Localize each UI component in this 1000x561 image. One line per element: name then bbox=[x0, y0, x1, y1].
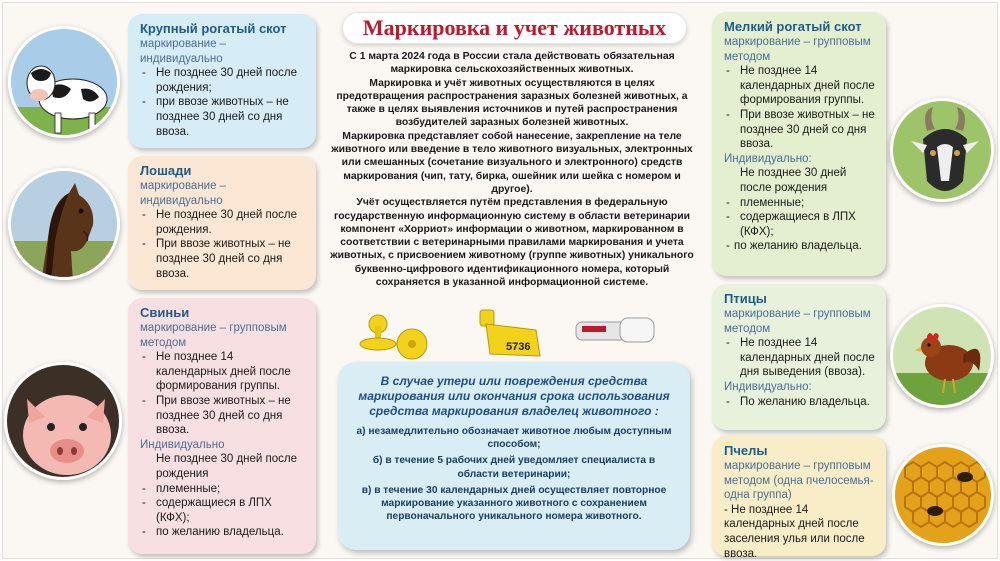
cattle-method: маркирование – индивидуально bbox=[140, 38, 227, 65]
goat-photo bbox=[890, 98, 994, 202]
cattle-item: - Не позднее 30 дней после рождения; bbox=[140, 66, 306, 95]
birds-individual-item: - По желанию владельца. bbox=[724, 395, 876, 410]
ear-tag-number: 5736 bbox=[506, 341, 531, 353]
card-cattle bbox=[128, 14, 316, 148]
cattle-title: Крупный рогатый скот bbox=[140, 21, 287, 36]
intro-paragraph: С 1 марта 2024 года в России стала действовать обязательная маркировка сельскохозяйственных животных. bbox=[349, 51, 675, 76]
chicken-photo bbox=[890, 304, 994, 408]
pigs-item: - При ввозе животных – не позднее 30 дней со дня ввоза. bbox=[140, 394, 306, 438]
bees-method: маркирование – групповым методом (одна пчелосемья-одна группа) bbox=[724, 460, 874, 502]
pig-photo bbox=[4, 362, 122, 480]
sheep-individual-item: - племенные; bbox=[724, 196, 876, 211]
chip-icon bbox=[576, 318, 654, 342]
sheep-individual-label: Индивидуально: bbox=[724, 152, 812, 165]
birds-individual-label: Индивидуально: bbox=[724, 380, 812, 393]
loss-info-lead: В случае утери или повреждения средства маркирования или окончания срока использования средства маркирования владелец животного : bbox=[358, 374, 670, 418]
pigs-individual-label: Индивидуально bbox=[140, 438, 225, 451]
horses-method: маркирование – индивидуально bbox=[140, 180, 227, 207]
cow-photo bbox=[8, 26, 120, 138]
pigs-individual-item: - племенные; bbox=[140, 482, 306, 497]
pigs-method: маркирование – групповым методом bbox=[140, 322, 287, 349]
horses-item: - При ввозе животных – не позднее 30 дней со дня ввоза. bbox=[140, 237, 306, 281]
card-birds bbox=[712, 284, 886, 430]
pigs-item: - Не позднее 14 календарных дней после формирования группы. bbox=[140, 350, 306, 394]
sheep-method: маркирование – групповым методом bbox=[724, 36, 871, 63]
bees-title: Пчелы bbox=[724, 443, 768, 458]
pigs-individual-item: - по желанию владельца. bbox=[140, 525, 306, 540]
loss-info-item: а) незамедлительно обозначает животное любым доступным способом; bbox=[356, 426, 672, 451]
horse-photo bbox=[8, 168, 120, 280]
page-title: Маркировка и учет животных bbox=[342, 12, 687, 44]
bees-text: - Не позднее 14 календарных дней после заселения улья или после ввоза. bbox=[724, 503, 865, 560]
horses-item: - Не позднее 30 дней после рождения. bbox=[140, 208, 306, 237]
loss-info-item: б) в течение 5 рабочих дней уведомляет специалиста в области ветеринарии; bbox=[372, 455, 656, 480]
intro-paragraph: Маркировка представляет собой нанесение, закрепление на теле животного или введение в тело животного визуальных, электронных или смешанных (сочетание визуального и электронного) средств маркирования (чип, тату, бирка, ошейник или шейка с номером и другое). bbox=[331, 130, 693, 195]
birds-item: - Не позднее 14 календарных дней после дня выведения (ввоза). bbox=[724, 336, 876, 380]
pigs-title: Свиньи bbox=[140, 305, 190, 320]
pigs-individual-item: - содержащиеся в ЛПХ (КФХ); bbox=[140, 496, 306, 525]
sheep-title: Мелкий рогатый скот bbox=[724, 19, 862, 34]
card-bees bbox=[712, 436, 886, 560]
ear-tag-icon bbox=[480, 310, 540, 356]
ear-tag-icon bbox=[360, 315, 427, 359]
cattle-item: - при ввозе животных – не позднее 30 дней со дня ввоза. bbox=[140, 95, 306, 139]
intro-text bbox=[326, 50, 698, 289]
birds-method: маркирование – групповым методом bbox=[724, 308, 871, 335]
intro-paragraph: Учёт осуществляется путём представления в федеральную государственную информационную систему в области ветеринарии компонент «Хорриот» информации о животном, маркированном в соответствии с ветеринарными правилами маркирования и учета животных, с присвоением животному (группе животных) уникального буквенно-цифрового идентификационного номера, который сохраняется в указанной информационной системе. bbox=[330, 197, 694, 289]
marking-devices bbox=[330, 304, 700, 362]
sheep-individual-text: Не позднее 30 дней после рождения bbox=[740, 167, 847, 194]
birds-title: Птицы bbox=[724, 291, 767, 306]
card-sheep bbox=[712, 12, 886, 276]
card-horses bbox=[128, 156, 316, 290]
honeycomb-photo bbox=[892, 444, 994, 546]
card-pigs bbox=[128, 298, 316, 554]
sheep-item: - Не позднее 14 календарных дней после формирования группы. bbox=[724, 64, 876, 108]
intro-paragraph: Маркировка и учёт животных осуществляются в целях предотвращения распространения заразных болезней животных, а также в целях выявления источников и путей распространения возбудителей заразных болезней животных. bbox=[336, 77, 688, 129]
pigs-individual-text: Не позднее 30 дней после рождения bbox=[156, 453, 297, 480]
loss-info-item: в) в течение 30 календарных дней осуществляет повторное маркирование указанного животного с сохранением первоначального уникального номера животного. bbox=[361, 484, 667, 523]
loss-info-box bbox=[338, 362, 690, 550]
horses-title: Лошади bbox=[140, 163, 192, 178]
sheep-individual-item: - содержащиеся в ЛПХ (КФХ); bbox=[724, 210, 876, 239]
sheep-item: - При ввозе животных – не позднее 30 дней со дня ввоза. bbox=[724, 108, 876, 152]
sheep-last-item: - по желанию владельца. bbox=[724, 239, 876, 254]
